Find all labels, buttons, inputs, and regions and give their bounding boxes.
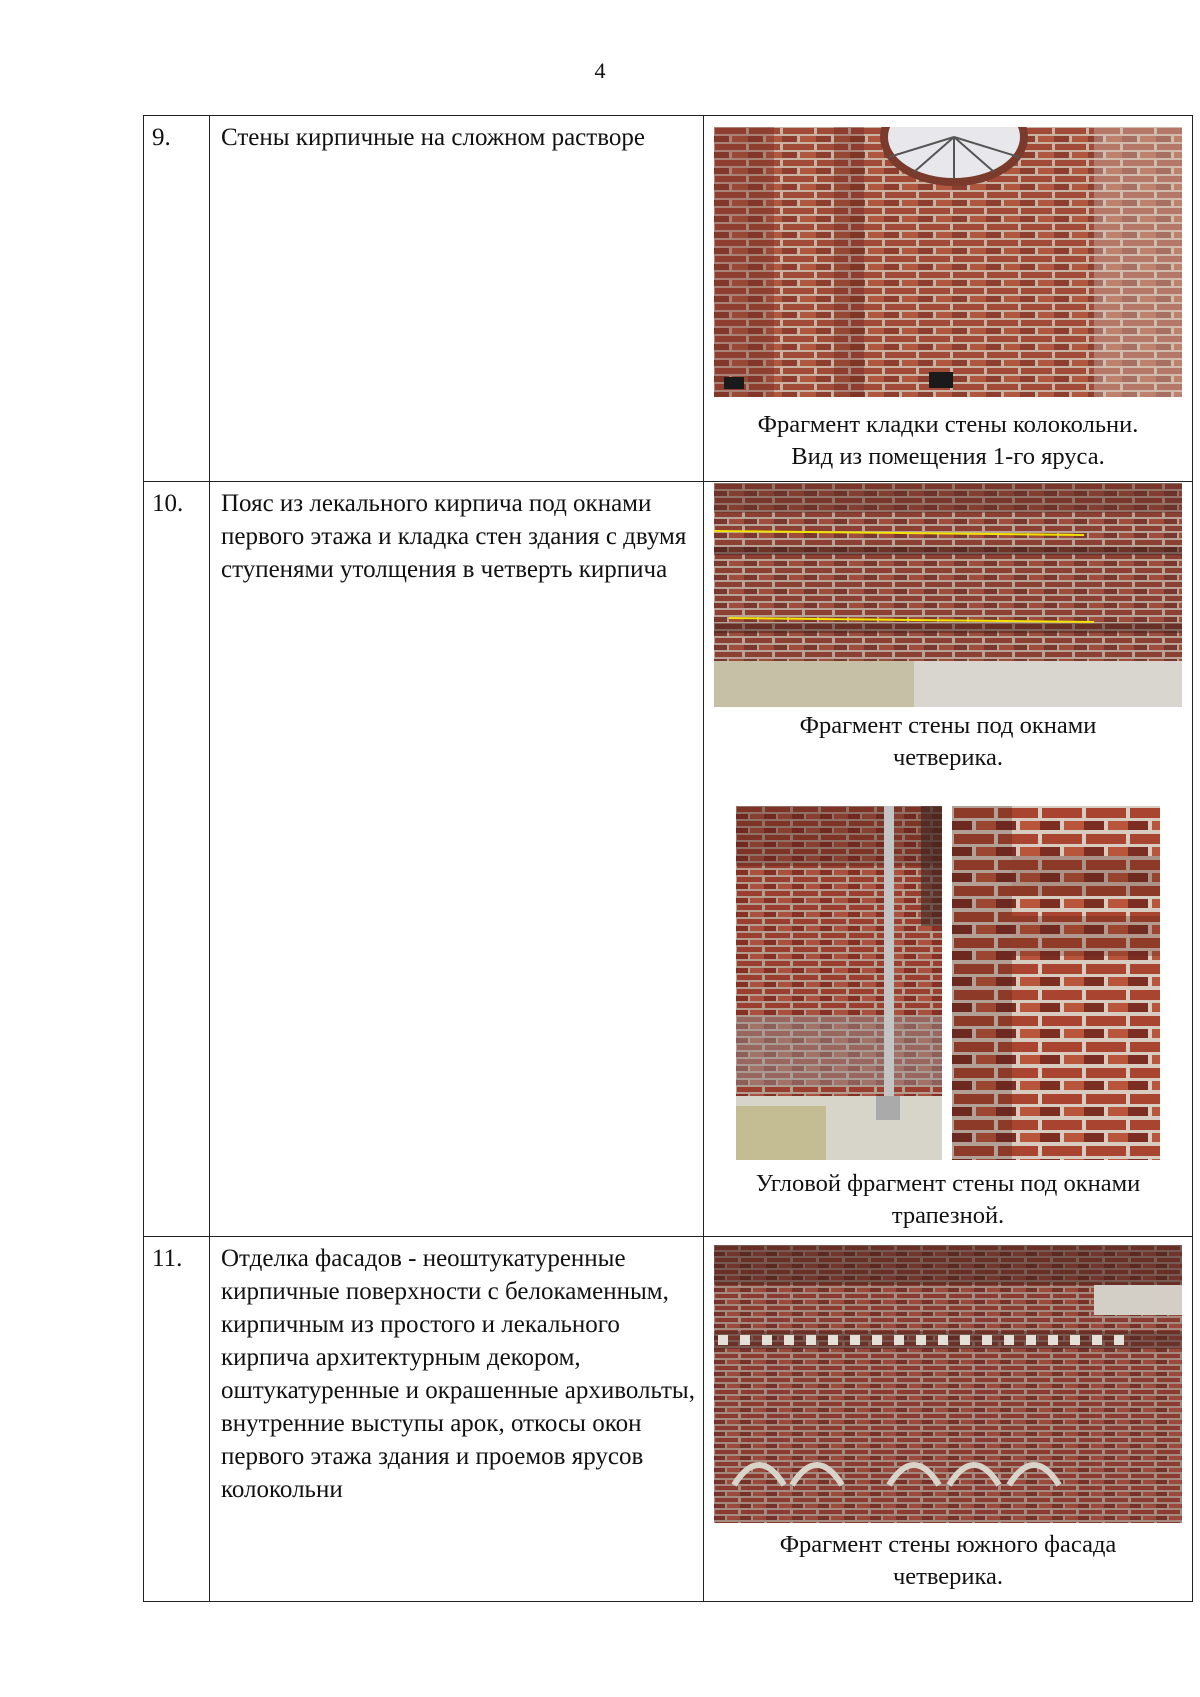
materials-table <box>143 115 1193 1602</box>
row-number: 9. <box>144 116 210 482</box>
photo-south-facade <box>714 1245 1182 1523</box>
row-number: 11. <box>144 1237 210 1602</box>
photo-caption: Фрагмент кладки стены колокольни. Вид из помещения 1-го яруса. <box>757 411 1139 470</box>
page-number: 4 <box>594 58 606 83</box>
row-number: 10. <box>144 482 210 1237</box>
row-description: Отделка фасадов - неоштукатуренные кирпичные поверхности с белокаменным, кирпичным из простого и лекального кирпича архитектурным декором, оштукатуренные и окрашенные архивольты, внутренние выступы арок, откосы окон первого этажа здания и проемов ярусов колокольни <box>210 1237 704 1602</box>
row-description: Пояс из лекального кирпича под окнами первого этажа и кладка стен здания с двумя ступенями утолщения в четверть кирпича <box>210 482 704 1237</box>
photo-cell <box>704 116 1193 482</box>
photo-cell <box>704 1237 1193 1602</box>
table-row <box>144 482 1193 1237</box>
photo-wall-under-windows <box>714 483 1182 707</box>
table-row <box>144 116 1193 482</box>
row-description: Стены кирпичные на сложном растворе <box>210 116 704 482</box>
photo-corner-close-up <box>952 806 1160 1160</box>
photo-bell-tower-wall <box>714 127 1182 397</box>
photo-cell <box>704 482 1193 1237</box>
photo-caption: Фрагмент стены южного фасада четверика. <box>779 1531 1117 1590</box>
table-row <box>144 1237 1193 1602</box>
photo-corner-with-drainpipe <box>736 806 942 1160</box>
photo-caption: Фрагмент стены под окнами четверика. <box>799 712 1097 771</box>
photo-caption: Угловой фрагмент стены под окнами трапезной. <box>755 1170 1141 1229</box>
